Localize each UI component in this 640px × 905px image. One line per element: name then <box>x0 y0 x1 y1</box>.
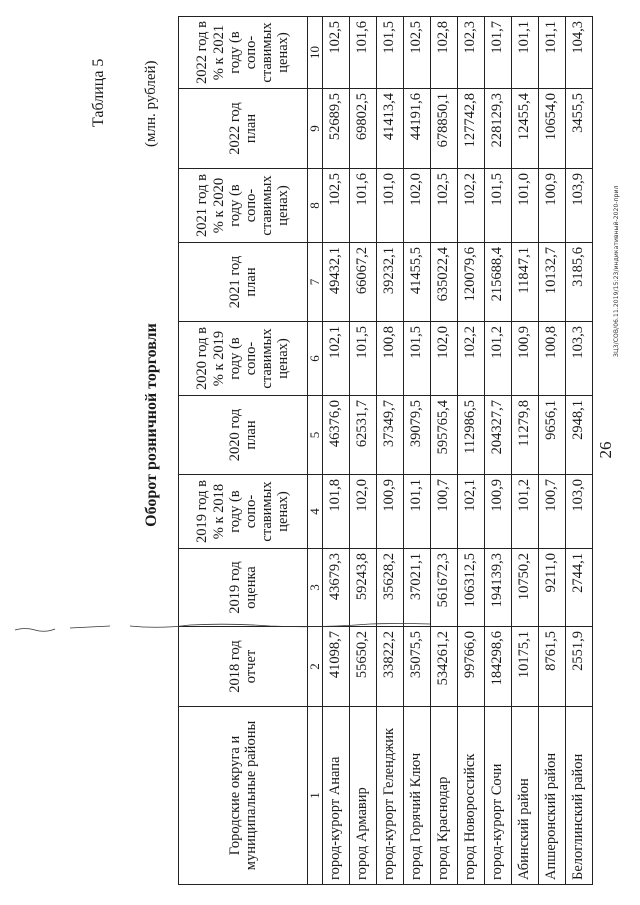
value-cell: 100,9 <box>512 322 539 396</box>
row-name-cell: город Новороссийск <box>458 707 485 885</box>
value-cell: 106312,5 <box>458 549 485 627</box>
value-cell: 101,5 <box>377 17 404 89</box>
value-cell: 10132,7 <box>539 243 566 322</box>
value-cell: 595765,4 <box>431 396 458 475</box>
value-cell: 101,1 <box>512 17 539 89</box>
row-name-cell: город-курорт Геленджик <box>377 707 404 885</box>
table-row <box>458 17 485 885</box>
value-cell: 35628,2 <box>377 549 404 627</box>
column-number: 2 <box>308 627 323 707</box>
value-cell: 2948,1 <box>566 396 593 475</box>
value-cell: 104,3 <box>566 17 593 89</box>
row-name-cell: город-курорт Анапа <box>323 707 350 885</box>
value-cell: 103,0 <box>566 475 593 549</box>
value-cell: 635022,4 <box>431 243 458 322</box>
value-cell: 41098,7 <box>323 627 350 707</box>
value-cell: 101,5 <box>404 322 431 396</box>
footer-code: ЗЦ3/СОВ/06.11.2019/15:23/индикативный-2020-прил <box>613 185 620 357</box>
table-row <box>512 17 539 885</box>
value-cell: 100,9 <box>485 475 512 549</box>
value-cell: 101,6 <box>350 169 377 243</box>
value-cell: 101,5 <box>350 322 377 396</box>
header-row <box>179 17 308 885</box>
value-cell: 100,7 <box>539 475 566 549</box>
table-row <box>539 17 566 885</box>
value-cell: 8761,5 <box>539 627 566 707</box>
value-cell: 101,2 <box>485 322 512 396</box>
value-cell: 52689,5 <box>323 89 350 169</box>
value-cell: 103,3 <box>566 322 593 396</box>
column-header: 2019 год оценка <box>179 549 308 627</box>
value-cell: 102,5 <box>323 169 350 243</box>
column-header: Городские округа и муниципальные районы <box>179 707 308 885</box>
value-cell: 2744,1 <box>566 549 593 627</box>
value-cell: 534261,2 <box>431 627 458 707</box>
value-cell: 62531,7 <box>350 396 377 475</box>
page-number: 26 <box>596 441 615 459</box>
value-cell: 102,3 <box>458 17 485 89</box>
value-cell: 102,2 <box>458 322 485 396</box>
table-row <box>350 17 377 885</box>
value-cell: 10175,1 <box>512 627 539 707</box>
column-number: 10 <box>308 17 323 89</box>
column-number: 9 <box>308 89 323 169</box>
value-cell: 102,8 <box>431 17 458 89</box>
value-cell: 102,5 <box>431 169 458 243</box>
table-row <box>566 17 593 885</box>
value-cell: 127742,8 <box>458 89 485 169</box>
row-name-cell: город-курорт Сочи <box>485 707 512 885</box>
column-number: 7 <box>308 243 323 322</box>
handwritten-marks <box>10 586 440 636</box>
value-cell: 100,9 <box>377 475 404 549</box>
value-cell: 49432,1 <box>323 243 350 322</box>
table-label: Таблица 5 <box>90 58 107 127</box>
value-cell: 9211,0 <box>539 549 566 627</box>
value-cell: 101,1 <box>404 475 431 549</box>
column-number-row <box>308 17 323 885</box>
value-cell: 41413,4 <box>377 89 404 169</box>
row-name-cell: Белоглинский район <box>566 707 593 885</box>
value-cell: 228129,3 <box>485 89 512 169</box>
value-cell: 2551,9 <box>566 627 593 707</box>
column-header: 2022 год в % к 2021 году (в сопо-ставимых ценах) <box>179 17 308 89</box>
value-cell: 10654,0 <box>539 89 566 169</box>
table-title: Оборот розничной торговли <box>143 323 160 527</box>
value-cell: 101,6 <box>350 17 377 89</box>
value-cell: 11279,8 <box>512 396 539 475</box>
value-cell: 194139,3 <box>485 549 512 627</box>
column-header: 2019 год в % к 2018 году (в сопо-ставимых ценах) <box>179 475 308 549</box>
value-cell: 103,9 <box>566 169 593 243</box>
value-cell: 100,7 <box>431 475 458 549</box>
column-number: 4 <box>308 475 323 549</box>
row-name-cell: Апшеронский район <box>539 707 566 885</box>
value-cell: 66067,2 <box>350 243 377 322</box>
value-cell: 39079,5 <box>404 396 431 475</box>
value-cell: 10750,2 <box>512 549 539 627</box>
value-cell: 101,0 <box>377 169 404 243</box>
column-header: 2020 год в % к 2019 году (в сопо-ставимых ценах) <box>179 322 308 396</box>
table-row <box>323 17 350 885</box>
value-cell: 102,0 <box>350 475 377 549</box>
value-cell: 100,8 <box>377 322 404 396</box>
value-cell: 100,9 <box>539 169 566 243</box>
value-cell: 112986,5 <box>458 396 485 475</box>
table-row <box>485 17 512 885</box>
value-cell: 100,8 <box>539 322 566 396</box>
value-cell: 102,5 <box>404 17 431 89</box>
value-cell: 11847,1 <box>512 243 539 322</box>
table-row <box>377 17 404 885</box>
column-number: 6 <box>308 322 323 396</box>
value-cell: 3455,5 <box>566 89 593 169</box>
value-cell: 204327,7 <box>485 396 512 475</box>
value-cell: 101,8 <box>323 475 350 549</box>
value-cell: 37021,1 <box>404 549 431 627</box>
value-cell: 102,1 <box>323 322 350 396</box>
column-number: 1 <box>308 707 323 885</box>
value-cell: 69802,5 <box>350 89 377 169</box>
value-cell: 33822,2 <box>377 627 404 707</box>
value-cell: 35075,5 <box>404 627 431 707</box>
table-row <box>431 17 458 885</box>
value-cell: 12455,4 <box>512 89 539 169</box>
column-number: 5 <box>308 396 323 475</box>
value-cell: 215688,4 <box>485 243 512 322</box>
column-header: 2022 год план <box>179 89 308 169</box>
column-number: 3 <box>308 549 323 627</box>
row-name-cell: Абинский район <box>512 707 539 885</box>
row-name-cell: город Горячий Ключ <box>404 707 431 885</box>
value-cell: 102,5 <box>323 17 350 89</box>
value-cell: 561672,3 <box>431 549 458 627</box>
value-cell: 184298,6 <box>485 627 512 707</box>
value-cell: 41455,5 <box>404 243 431 322</box>
column-header: 2021 год план <box>179 243 308 322</box>
value-cell: 102,2 <box>458 169 485 243</box>
value-cell: 102,0 <box>404 169 431 243</box>
value-cell: 46376,0 <box>323 396 350 475</box>
column-header: 2021 год в % к 2020 году (в сопо-ставимых ценах) <box>179 169 308 243</box>
value-cell: 3185,6 <box>566 243 593 322</box>
column-header: 2018 год отчет <box>179 627 308 707</box>
value-cell: 37349,7 <box>377 396 404 475</box>
row-name-cell: город Армавир <box>350 707 377 885</box>
value-cell: 678850,1 <box>431 89 458 169</box>
value-cell: 101,1 <box>539 17 566 89</box>
retail-turnover-table <box>178 16 593 885</box>
units-label: (млн. рублей) <box>143 60 159 147</box>
column-header: 2020 год план <box>179 396 308 475</box>
value-cell: 102,1 <box>458 475 485 549</box>
value-cell: 101,7 <box>485 17 512 89</box>
value-cell: 99766,0 <box>458 627 485 707</box>
value-cell: 43679,3 <box>323 549 350 627</box>
value-cell: 59243,8 <box>350 549 377 627</box>
column-number: 8 <box>308 169 323 243</box>
value-cell: 55650,2 <box>350 627 377 707</box>
value-cell: 101,0 <box>512 169 539 243</box>
value-cell: 101,2 <box>512 475 539 549</box>
row-name-cell: город Краснодар <box>431 707 458 885</box>
value-cell: 120079,6 <box>458 243 485 322</box>
value-cell: 39232,1 <box>377 243 404 322</box>
value-cell: 44191,6 <box>404 89 431 169</box>
value-cell: 9656,1 <box>539 396 566 475</box>
table-row <box>404 17 431 885</box>
value-cell: 102,0 <box>431 322 458 396</box>
value-cell: 101,5 <box>485 169 512 243</box>
